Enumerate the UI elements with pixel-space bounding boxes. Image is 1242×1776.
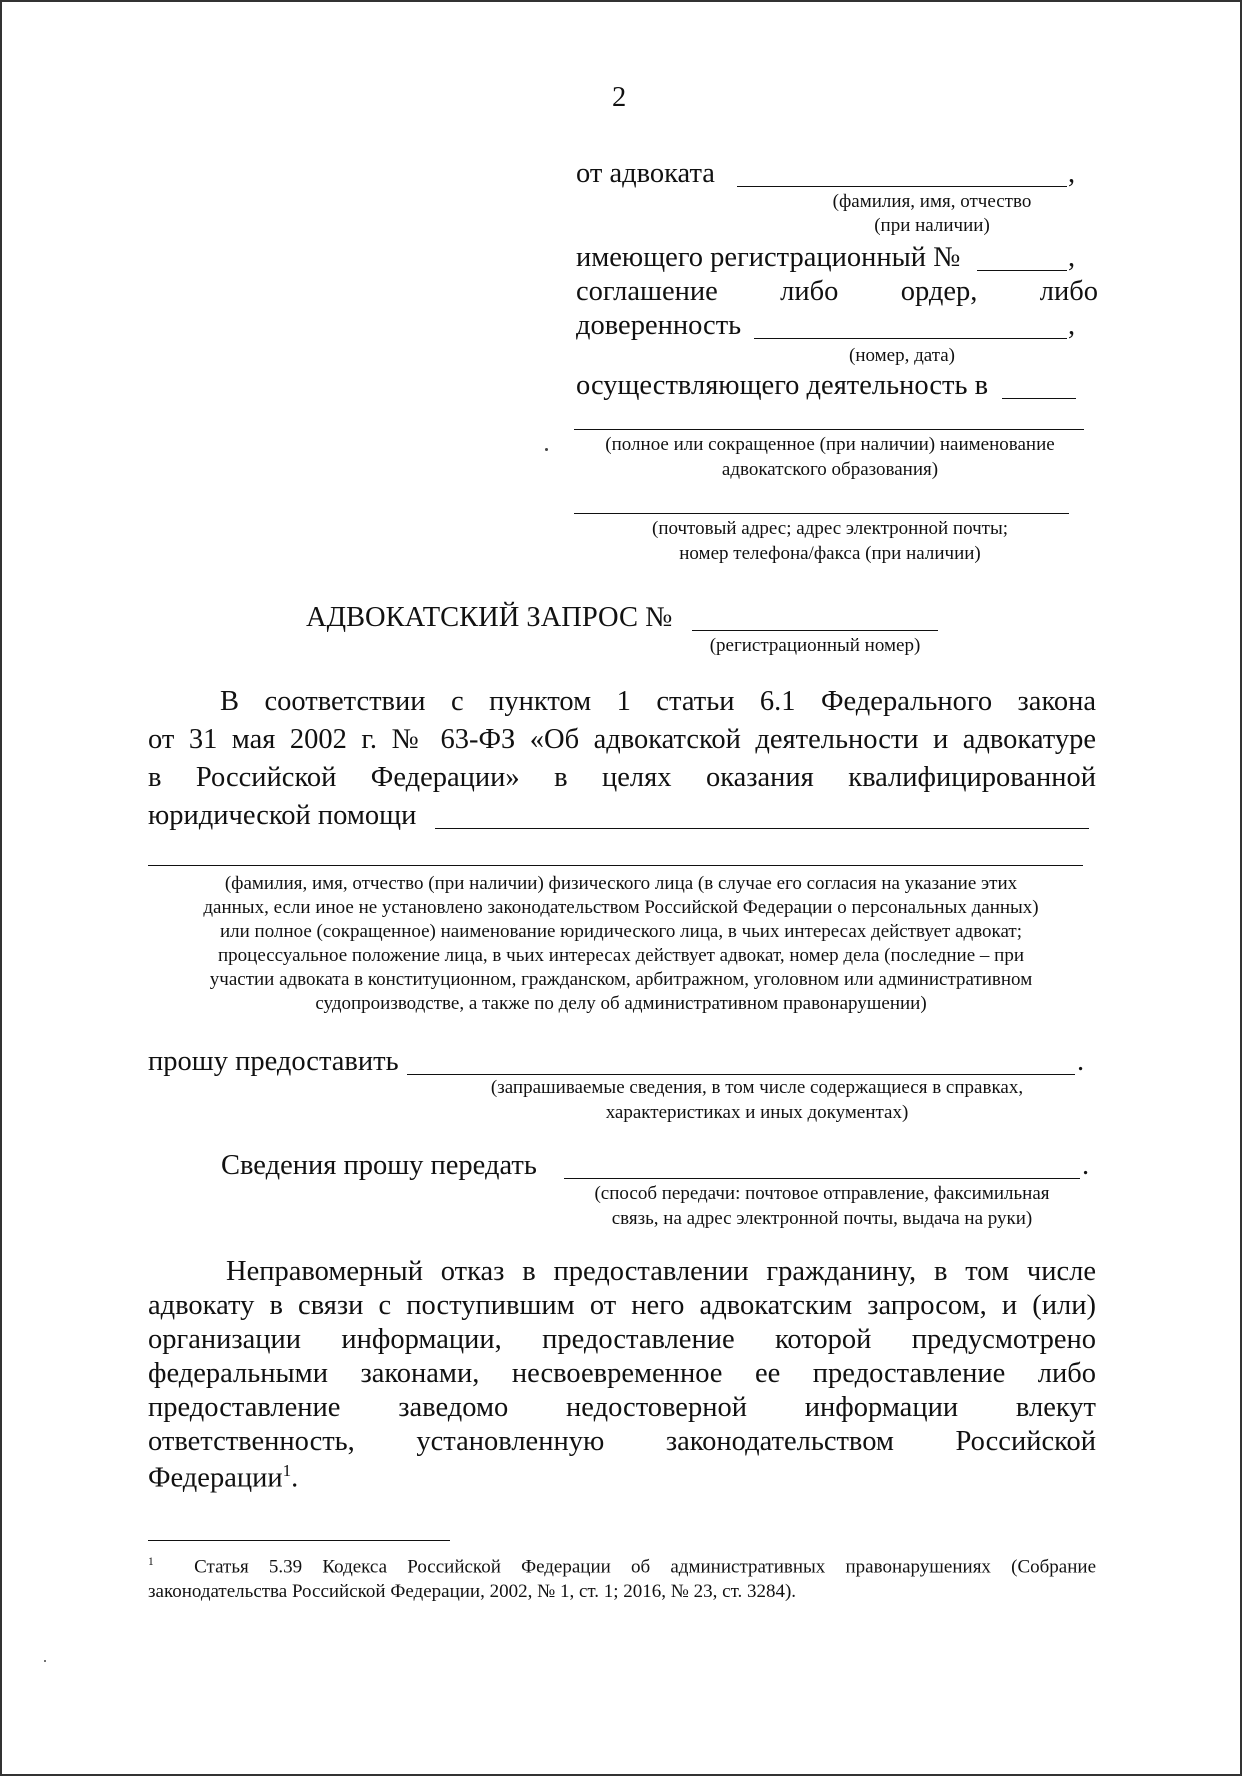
attorney-number-line [754,338,1067,339]
contacts-line [574,513,1069,514]
bar-name-caption-2: адвокатского образования) [721,459,939,480]
bar-name-caption: (полное или сокращенное (при наличии) наименование [605,434,1055,455]
person-caption-line: судопроизводстве, а также по делу об административном правонарушении) [315,993,927,1014]
legal-help-label: юридической помощи [148,800,417,831]
footnote-line-2: законодательства Российской Федерации, 2002, № 1, ст. 1; 2016, № 23, ст. 3284). [148,1581,797,1602]
lawyer-name-line [737,186,1067,187]
power-of-attorney-label: доверенность [576,310,742,341]
number-date-caption: (номер, дата) [849,345,955,366]
paragraph-line: ответственность, установленную законодательством Российской [148,1426,1096,1457]
comma: , [1068,242,1076,273]
paragraph-line: в Российской Федерации» в целях оказания квалифицированной [148,762,1096,793]
request-number-line [692,630,938,631]
footnote-reference: 1 [282,1461,292,1480]
fio-caption: (фамилия, имя, отчество [832,191,1032,212]
request-line [407,1074,1075,1075]
paragraph-last-text: Федерации [148,1462,283,1494]
registration-number-line [977,270,1067,271]
transfer-caption-2: связь, на адрес электронной почты, выдача на руки) [611,1208,1033,1229]
page-number: 2 [612,82,627,113]
paragraph-line: предоставление заведомо недостоверной информации влекут [148,1392,1096,1423]
footnote-separator [148,1540,450,1541]
paragraph-line: адвокату в связи с поступившим от него адвокатским запросом, и (или) [148,1290,1096,1321]
document-title: АДВОКАТСКИЙ ЗАПРОС № [306,602,673,633]
footnote-text: Статья 5.39 Кодекса Российской Федерации об административных правонарушениях (Собрание [194,1556,1097,1578]
paragraph-line: организации информации, предоставление которой предусмотрено [148,1324,1096,1355]
fio-caption-2: (при наличии) [874,215,990,236]
contacts-caption-2: номер телефона/факса (при наличии) [679,543,981,564]
comma: , [1068,310,1076,341]
paragraph-line: федеральными законами, несвоевременное ее предоставление либо [148,1358,1096,1389]
registration-number-caption: (регистрационный номер) [709,635,921,656]
transfer-caption: (способ передачи: почтовое отправление, факсимильная [594,1183,1050,1204]
contacts-caption: (почтовый адрес; адрес электронной почты; [652,518,1008,539]
person-caption-line: или полное (сокращенное) наименование юридического лица, в чьих интересах действует адвокат; [219,921,1023,942]
person-caption-line: данных, если иное не установлено законодательством Российской Федерации о персональных данных) [203,897,1039,918]
agreement-word: либо [1039,276,1098,307]
request-label: прошу предоставить [148,1046,399,1077]
transfer-line [564,1178,1080,1179]
request-caption-2: характеристиках и иных документах) [605,1102,909,1123]
scan-speck [545,448,548,451]
period: . [1082,1150,1090,1181]
person-caption-line: (фамилия, имя, отчество (при наличии) физического лица (в случае его согласия на указание этих [224,873,1018,894]
person-line [148,865,1083,866]
scan-speck [44,1660,46,1662]
from-lawyer-label: от адвоката [576,158,715,189]
agreement-word: соглашение [576,276,718,307]
agreement-word: либо [780,276,839,307]
comma: , [1068,158,1076,189]
period: . [1077,1046,1085,1077]
request-caption: (запрашиваемые сведения, в том числе содержащиеся в справках, [490,1077,1024,1098]
transfer-label: Сведения прошу передать [221,1150,537,1181]
legal-help-line [435,828,1089,829]
paragraph-line: Неправомерный отказ в предоставлении гражданину, в том числе [226,1256,1096,1287]
registration-label: имеющего регистрационный № [576,242,961,273]
agreement-row [576,278,1098,307]
person-caption-line: процессуальное положение лица, в чьих интересах действует адвокат, номер дела (последние – при [217,945,1024,966]
person-caption-line: участии адвоката в конституционном, гражданском, арбитражном, уголовном или административном [209,969,1033,990]
paragraph-last-line [148,1462,298,1493]
activity-label: осуществляющего деятельность в [576,370,989,401]
footnote-marker: 1 [148,1556,154,1568]
paragraph-line: от 31 мая 2002 г. № 63-ФЗ «Об адвокатской деятельности и адвокатуре [148,724,1096,755]
footnote-line [148,1557,1096,1576]
activity-line [1002,398,1076,399]
bar-name-line [574,429,1084,430]
agreement-word: ордер, [900,276,978,307]
paragraph-line: В соответствии с пунктом 1 статьи 6.1 Федерального закона [220,686,1096,717]
period: . [291,1462,299,1494]
